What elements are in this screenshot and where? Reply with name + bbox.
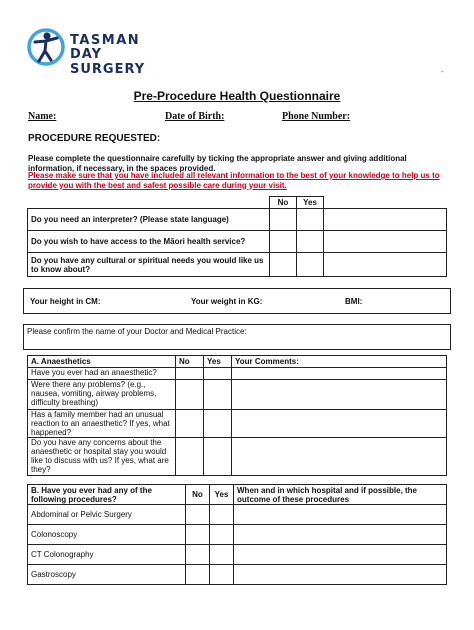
cultural-needs-table (27, 196, 447, 277)
name-field-label[interactable]: Name: (28, 111, 57, 122)
outcome-field[interactable] (234, 505, 447, 525)
procedure-ct-colonography: CT Colonography (28, 545, 186, 565)
outcome-field[interactable] (234, 545, 447, 565)
answer-no-checkbox[interactable] (186, 545, 210, 565)
phone-field-label[interactable]: Phone Number: (282, 111, 351, 122)
procedure-requested-label[interactable]: PROCEDURE REQUESTED: (28, 133, 161, 144)
answer-details-field[interactable] (324, 209, 447, 231)
answer-no-checkbox[interactable] (176, 410, 204, 438)
header-no: No (186, 485, 210, 505)
header-no: No (270, 197, 297, 209)
answer-no-checkbox[interactable] (186, 525, 210, 545)
procedure-abdominal: Abdominal or Pelvic Surgery (28, 505, 186, 525)
doctor-practice-prompt: Please confirm the name of your Doctor and Medical Practice: (27, 327, 247, 336)
header-yes: Yes (204, 356, 232, 368)
stray-mark: - (441, 67, 444, 76)
table-header-row (28, 485, 447, 505)
answer-yes-checkbox[interactable] (204, 410, 232, 438)
header-procedures: B. Have you ever had any of the following procedures? (28, 485, 186, 505)
table-row (28, 525, 447, 545)
answer-yes-checkbox[interactable] (204, 380, 232, 410)
height-field-label[interactable]: Your height in CM: (30, 297, 101, 306)
table-row (28, 253, 447, 277)
logo-line-1: TASMAN (70, 33, 141, 48)
question-cultural-needs: Do you have any cultural or spiritual needs you would like us to know about? (28, 253, 270, 277)
table-row (28, 545, 447, 565)
logo-line-2: DAY SURGERY (70, 47, 146, 77)
table-header-row (28, 356, 447, 368)
answer-yes-checkbox[interactable] (210, 505, 234, 525)
header-anaesthetics: A. Anaesthetics (28, 356, 176, 368)
procedure-gastroscopy: Gastroscopy (28, 565, 186, 585)
question-family-reaction: Has a family member had an unusual reaction to an anaesthetic? If yes, what happened? (28, 410, 176, 438)
answer-no-checkbox[interactable] (270, 231, 297, 253)
answer-no-checkbox[interactable] (270, 253, 297, 277)
comments-field[interactable] (232, 368, 447, 380)
question-concerns: Do you have any concerns about the anaesthetic or hospital stay you would like to discuss with us? If yes, what are they? (28, 438, 176, 476)
question-interpreter: Do you need an interpreter? (Please state language) (28, 209, 270, 231)
table-header-row (28, 197, 447, 209)
instructions-text: Please complete the questionnaire carefully by ticking the appropriate answer and giving additional information, if necessary, in the spaces provided. (28, 154, 407, 173)
answer-details-field[interactable] (324, 231, 447, 253)
header-no: No (176, 356, 204, 368)
answer-yes-checkbox[interactable] (204, 368, 232, 380)
header-yes: Yes (297, 197, 324, 209)
header-outcome: When and in which hospital and if possible, the outcome of these procedures (234, 485, 447, 505)
question-maori-health: Do you wish to have access to the Māori health service? (28, 231, 270, 253)
instructions-warning: Please make sure that you have included all relevant information to the best of your knowledge to help us to provide you with the best and safest possible care during your visit. (28, 171, 440, 190)
bmi-field-label[interactable]: BMI: (345, 297, 363, 306)
answer-no-checkbox[interactable] (176, 380, 204, 410)
answer-yes-checkbox[interactable] (297, 209, 324, 231)
answer-yes-checkbox[interactable] (210, 525, 234, 545)
header-yes: Yes (210, 485, 234, 505)
answer-yes-checkbox[interactable] (210, 545, 234, 565)
anaesthetics-table (27, 355, 447, 476)
question-problems: Were there any problems? (e.g., nausea, vomiting, airway problems, difficulty breathing) (28, 380, 176, 410)
procedures-table (27, 484, 447, 585)
comments-field[interactable] (232, 380, 447, 410)
answer-yes-checkbox[interactable] (297, 253, 324, 277)
header-comments: Your Comments: (232, 356, 447, 368)
comments-field[interactable] (232, 438, 447, 476)
table-row (28, 368, 447, 380)
answer-no-checkbox[interactable] (176, 368, 204, 380)
answer-no-checkbox[interactable] (186, 505, 210, 525)
tasman-logo (26, 27, 176, 77)
answer-no-checkbox[interactable] (270, 209, 297, 231)
table-row (28, 380, 447, 410)
measurements-box (23, 288, 451, 314)
logo-figure-icon (26, 27, 66, 67)
comments-field[interactable] (232, 410, 447, 438)
table-row (28, 438, 447, 476)
dob-field-label[interactable]: Date of Birth: (165, 111, 225, 122)
answer-no-checkbox[interactable] (186, 565, 210, 585)
procedure-colonoscopy: Colonoscopy (28, 525, 186, 545)
question-had-anaesthetic: Have you ever had an anaesthetic? (28, 368, 176, 380)
answer-yes-checkbox[interactable] (297, 231, 324, 253)
answer-yes-checkbox[interactable] (210, 565, 234, 585)
outcome-field[interactable] (234, 565, 447, 585)
table-row (28, 209, 447, 231)
answer-yes-checkbox[interactable] (204, 438, 232, 476)
header-empty (324, 197, 447, 209)
table-row (28, 505, 447, 525)
doctor-practice-field[interactable] (23, 324, 451, 350)
table-row (28, 231, 447, 253)
answer-details-field[interactable] (324, 253, 447, 277)
page-title: Pre-Procedure Health Questionnaire (133, 89, 341, 103)
answer-no-checkbox[interactable] (176, 438, 204, 476)
weight-field-label[interactable]: Your weight in KG: (191, 297, 263, 306)
table-row (28, 410, 447, 438)
outcome-field[interactable] (234, 525, 447, 545)
table-row (28, 565, 447, 585)
header-blank (28, 197, 270, 209)
